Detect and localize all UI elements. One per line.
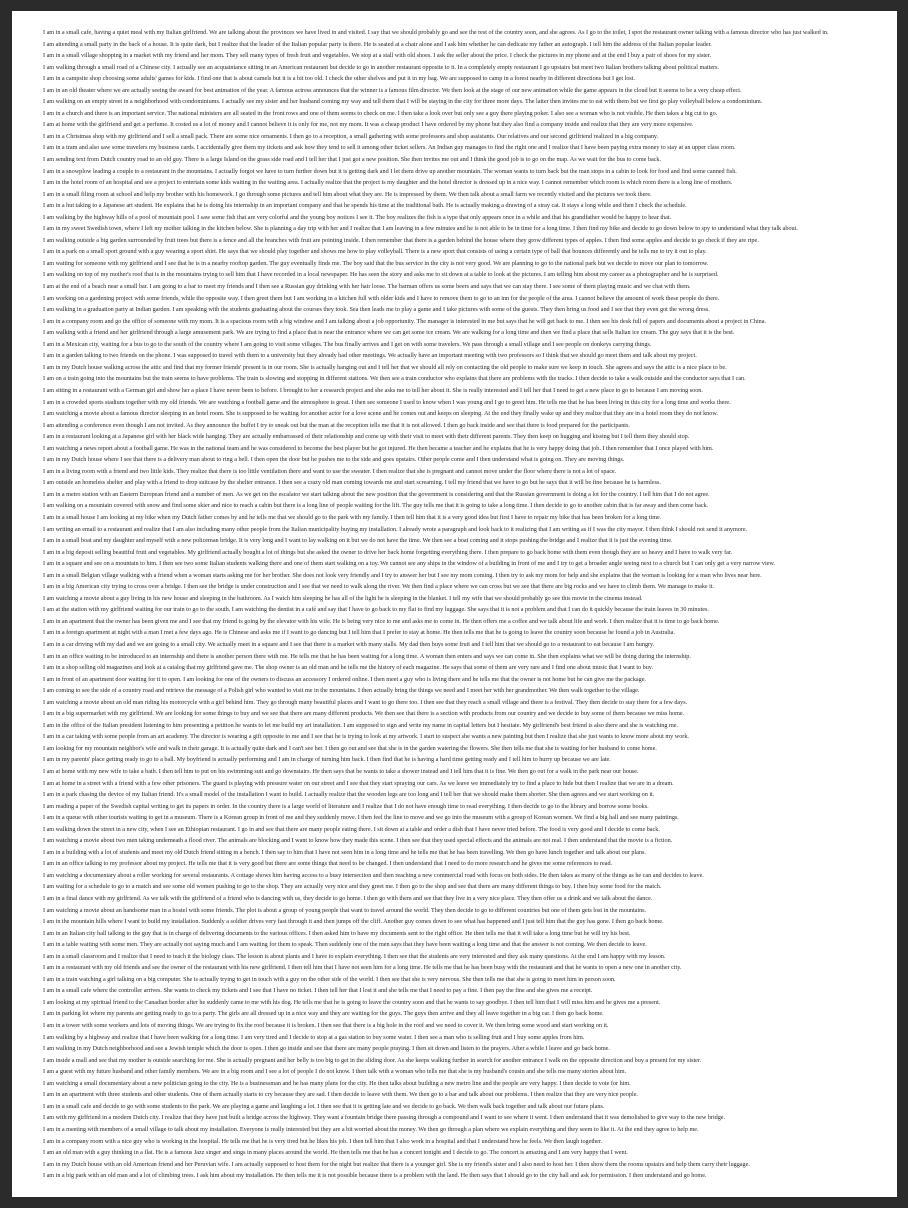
text-line: I am in a metro station with an Eastern European friend and a number of men. As we get on the escalator we start talking about the new position that the government is considering and that the Russian government is doing a lot for the country. I tell him that I do not agree.: [43, 490, 710, 498]
text-line: I am in a car driving with my dad and we are going to a small city. We actually meet in a square and I see that there is a market with many stalls. My dad then buys some fruit and I tell him that we should go to a restaurant to eat because I am hungry.: [43, 640, 655, 648]
text-line: I am walking by the highway hills of a pool of mountain pool. I saw some fish that are very colorful and the young boy notices I see it. The boy realizes the fish is a type that only appears once in a while and that his grandfather would be happy to hear that.: [43, 213, 672, 221]
text-line: I am walking on top of my mother's roof that is in the mountains trying to sell him that I have recorded in a local newspaper. He has seen the story and asks me to sit down at a table to look at the pictures. I am telling him about my career as a photographer and he is surprised.: [43, 271, 719, 279]
text-line: I am in my Dutch house where I see that there is a delivery man about to ring a bell. I then open the door but he pushes me to the side and goes upstairs. Other people come and I then understand what is going on. They are moving things.: [43, 456, 625, 464]
text-line: I am in a living room with a friend and two little kids. They realize that there is too little ventilation there and want to use the sweater. I then realize that she is pregnant and cannot move under the floor where there is not a lot of space.: [43, 467, 617, 475]
text-line: I am working on a gardening project with some friends, while the opposite way. I then greet them but I am working in a kitchen full with older kids and I have to remove them to go to an inn for the people of the area. I cannot believe the amount of work these people do there.: [43, 294, 720, 302]
text-line: I am at home with my new wife to take a bath. I then tell him to put on his swimming suit and go downstairs. He then says that he wants to take a shower instead and I tell him that it is fine. We then go out for a walk in the park near our house.: [43, 768, 639, 775]
text-line: I am an old man with a guy thinking in a flat. He is a famous Jazz singer and sings in many places around the world. He then tells me that he has a concert tonight and I decide to go. The concert is amazing and I am very happy that I went.: [43, 1149, 628, 1157]
text-line: I am in a Mexican city, waiting for a bus to go to the south of the country where I am going to visit some villages. The bus finally arrives and I get on with some travelers. We pass through a small village and I see people on donkeys carrying things.: [43, 340, 652, 348]
text-line: I am in a big deposit selling beautiful fruit and vegetables. My girlfriend actually bought a lot of things but she asked the owner to drive her back home forgetting everything there. I then prepare to go back home with them even though they are so heavy and I have to walk very far.: [43, 548, 733, 556]
text-line: I am in a restaurant looking at a Japanese girl with her black wide hanging. They are actually embarrassed of their relationship and come up with their visit to meet with their different parents. They then keep on hugging and kissing but I tell them they should stop.: [43, 433, 690, 441]
text-line: I am walking on an empty street in a neighborhood with condominiums. I actually see my sister and her husband coming my way and tell them that I will be staying in the city for three more days. The latter then invites me to eat with them but we first go play volleyball below a condominium.: [43, 98, 763, 106]
text-line: I am in a tram and also saw some travelers my business cards. I accidentally give them my tickets and ask how they tend to sell it among other ticket sellers. An Indian guy manages to find the right one and I realize that I have been paying extra money to stay at an upper class room.: [43, 144, 736, 152]
text-line: I am in a small cafe where the controller arrives. She wants to check my tickets and I see that I have no ticket. I then tell her that I lost it and she tells me that I need to pay a fine. I then pay the fine and she gives me a receipt.: [43, 987, 593, 995]
text-line: I am watching a small documentary about a new politician going to the city. He is a businessman and he has many plans for the city. He then talks about building a new metro line and the people are very happy. I then decide to vote for him.: [43, 1079, 631, 1087]
text-line: I am in a car taking with some people from an art academy. The director is wearing a gift opposite to me and I see that he is trying to look at my artwork. I start to suspect she wants a new painting but then I realize that she just wants to know more about my work.: [43, 733, 689, 741]
text-line: I am in a park chasing the device of my Italian friend. It's a small model of the installation I want to build. I actually realize that the wooden legs are too long and I tell her that we should make them shorter. She then agrees and we start working on it.: [43, 791, 655, 799]
text-line: I am in a church and there is an important service. The national ministers are all seated in the front rows and one of them seems to check on me. I then take a look over but only see a guy there playing poker. I also see a woman who is not visible. He then takes a big cut to go.: [43, 109, 718, 117]
text-line: I am in the hotel room of an hospital and see a project to entertain some kids waiting in the waiting area. I actually realize that the project is my daughter and the hotel director is dressed up in a nice way. I cannot remember which room is which room there is a long line of mothers.: [43, 179, 733, 187]
text-line: I am walking with a friend and her girlfriend through a large amusement park. We are trying to find a place that is near the entrance where we can get some ice cream. We are walking for a long time and then we find a place that sells Italian ice cream. The guy says that it is the best.: [43, 329, 735, 337]
text-line: I am in parking lot where my parents are getting ready to go to a party. The girls are all dressed up in a nice way and they are waiting for the guys. The guys then arrive and they all leave together in a big car. I then go back home.: [43, 1010, 604, 1018]
document-page: [12, 11, 897, 1197]
text-body: [43, 27, 883, 1182]
text-line: I am in a crowded sports stadium together with my old friends. We are watching a football game and the atmosphere is great. I then see someone I used to know when I was young and I go to greet him. He tells me that he has been living in this city for a long time and works there.: [43, 398, 731, 406]
text-line: I am in a big American city trying to cross over a bridge. I then see the bridge is under construction and I see that we need to walk along the river. We then find a place where we can cross but we see that there are big rocks and we have to climb them. We manage to make it.: [43, 583, 715, 591]
text-line: I am writing an email to a restaurant and realize that I am also including many other people from the Italian municipality buying my installation. I already wrote a paragraph and look back to it realizing that I am writing as if I was the city mayor. I then think I should not send it anymore.: [43, 525, 748, 533]
text-line: I am walking outside a big garden surrounded by fruit trees but there is a fence and all the branches with fruit are pointing inside. I then remember that there is a garden behind the house where they grow different types of apples. I then find some apples and decide to go check if they are ripe.: [43, 236, 759, 244]
text-line: I am in a small village shopping in a market with my friend and her mom. They sell many types of fresh fruit and vegetables. We stop at a stall with old shoes. I ask the seller about the price. I check the pictures in my phone and at the end I buy a pair of shoes for my sister.: [43, 52, 711, 60]
text-line: I am sitting in a restaurant with a German girl and show her a place I have never been to before. I brought to her a research project and she asks me to tell her about it. She is really interested and I tell her that I need to get a new place to go to because I am moving soon.: [43, 386, 703, 394]
text-line: I am in a Christmas shop with my girlfriend and I sell a small pack. There are some nice ornaments. I then go to a reception, a small gathering with some professors and shop assistants. Our relatives and our second girlfriend realized in a big company.: [43, 132, 659, 140]
text-line: I am in a square and see on a mountain to him. I then see two some Italian students walking there and one of them start walking on a toy. We cannot see any ships in the window of a building in front of me and I try to get a broader angle seeing next to a church but I can only get a very narrow view.: [43, 560, 775, 568]
text-line: I am at home in a street with a friend with a few other prisoners. The guard is playing with pressure water on our street and I see that they start spraying our cars. As we leave we immediately try to find a place to hide but then I realize that we are in a dream.: [43, 779, 674, 787]
text-line: I am coming to see the side of a country road and retrieve the message of a Polish girl who wanted to visit me in the mountains. I then actually bring the things we need and I meet her with her grandmother. We then walk together to the village.: [43, 687, 640, 695]
text-line: I am a guest with my future husband and other family members. We are in a big room and I see a lot of people I do not know. I then talk with a woman who tells me that she is my husband's cousin and she tells me many stories about him.: [43, 1068, 627, 1076]
text-line: I am in a small filing room at school and help my brother with his homework. I go through some pictures and tell him about what they are. He is impressed by them. We then talk about a small farm we recently visited and the pictures we took there.: [43, 190, 652, 198]
text-line: I am reading a paper of the Swedish capital writing to get its papers in order. In the country there is a large world of literature and I realize that I do not have enough time to read everything. I then decide to go to the library and borrow some books.: [43, 802, 649, 810]
text-line: I am inside a mall and see that my mother is outside searching for me. She is actually pregnant and her belly is too big to get in the sliding door. As she keeps walking further in search for another entrance I walk on the opposite direction and buy a present for my sister.: [43, 1056, 702, 1064]
text-line: I am in a small boat and my daughter and myself with a new policeman bridge. It is very long and I want to lay walking on it but we do not have the time. We then see a boat coming and it stops pushing the bridge and I realize that it is just the evening time.: [43, 537, 673, 545]
text-line: I am at the end of a beach near a small bar. I am going to a bar to meet my friends and I then see a Russian guy drinking with her hair loose. The barman offers us some beers and says that we can stay there. I see some of them playing music and we chat with them.: [43, 283, 691, 291]
text-line: I am in an apartment with three students and other students. One of them actually starts to cry because they are sad. I then decide to leave with them. We then go to a bar and talk about our problems. I then realize that they are very nice people.: [43, 1091, 638, 1099]
text-line: I am on a train going into the mountains but the train seems to have problems. The train is slowing and stopping in different stations. We then see a train conductor who explains that there are problems with the tracks. I then decide to take a walk outside and the conductor says that I can.: [43, 375, 746, 383]
text-line: I am outside an homeless shelter and play with a friend to drop suitcase by the shelter entrance. I then see a crazy old man coming towards me and start screaming. I tell my friend that we have to go but he says that it will be fine because he is harmless.: [43, 479, 661, 487]
text-line: I am in a shop selling old magazines and look at a catalog that my girlfriend gave me. The shop owner is an old man and he tells me the history of each magazine. He says that some of them are very rare and I find one about music that I want to buy.: [43, 664, 653, 672]
text-line: I am walking down the street in a new city, when I see an Ethiopian restaurant. I go in and see that there are many people eating there. I sit down at a table and order a dish that I have never tried before. The food is very good and I decide to come back.: [43, 825, 660, 833]
text-line: I am in my parents' place getting ready to go to a ball. My boyfriend is actually performing and I am in charge of turning him back. I then find that he is having a hard time getting ready and I tell him to hurry up because we are late.: [43, 756, 611, 764]
text-line: I am in a big supermarket with my girlfriend. We are looking for some things to buy and we see that there are many different products. We then see that there is a section with products from our country and we decide to buy some of them because we miss home.: [43, 710, 685, 718]
text-line: I am in a building with a lot of students and meet my old Dutch friend sitting in a bench. I then say to him that I have not seen him in a long time and he tells me that he has been travelling. We then go have lunch together and talk about our plans.: [43, 848, 646, 856]
text-line: I am watching a movie about a guy living in his new house and sleeping in the bathroom. As I watch him sleeping he has all of the light he is sleeping in the blanket. I tell my wife that we should probably go see this movie in the cinema instead.: [43, 594, 643, 602]
text-line: I am in a hut taking to a Japanese art student. He explains that he is doing his internship in an important company and that he spends his time at the traditional bath. He is actually making a drawing of a stray cat. It stays a long while and then I check the schedule.: [43, 202, 687, 210]
text-line: I am waiting for someone with my girlfriend and I see that he is in a nearby rooftop garden. The guy eventually finds me. The boy said that the bus service in the city is not very good. We are planning to go to the national park but we decide to move our plan to tomorrow.: [43, 259, 709, 267]
text-line: I am at the station with my girlfriend waiting for our train to go to the south. I am watching the dentist in a café and say that I have to go back to my flat to find my luggage. She says that it is not a problem and that I can do it quickly because the train leaves in 30 minutes.: [43, 606, 709, 614]
text-line: I am in a garden talking to two friends on the phone. I was supposed to travel with them to a university but they already had other meetings. We actually have an important meeting with two professors so I think that we should go meet them and talk about my project.: [43, 352, 697, 360]
text-line: I am in a small cafe and decide to go with some students to the park. We are playing a game and laughing a lot. I then see that it is getting late and we decide to go back. We then walk back together and talk about our future plans.: [43, 1102, 605, 1110]
text-line: I am in a queue with other tourists waiting to get in a museum. There is a Korean group in front of me and they suddenly move. I then feel the line to move and we go into the museum with a group of Korean women. We find a big hall and see many paintings.: [43, 814, 679, 822]
text-line: I am in a table waiting with some men. They are actually not saying much and I am waiting for them to speak. Then suddenly one of the men says that they have been waiting a long time and that the answer is not coming. We then decide to leave.: [43, 941, 647, 949]
text-line: I am with my girlfriend in a modern Dutch city. I realize that they have just built a bridge across the highway. They want a fountain bridge there passing through a compound and I want to see where it went. I then understand that it was demolished to give way to the new bridge.: [43, 1114, 726, 1122]
text-line: I am in a final dance with my girlfriend. As we talk with the girlfriend of a friend who is dancing with us, they decide to go home. I then go with them and see that they live in a very nice place. They then offer us a drink and we talk about the dance.: [43, 895, 653, 903]
text-line: I am waiting for a schedule to go to a match and see some old women pushing to go to the shop. They are actually very nice and they greet me. I then go to the shop and see that there are many different things to buy. I then buy some food for the match.: [43, 883, 662, 891]
text-line: I am looking for my mountain neighbor's wife and walk in their garage. It is actually quite dark and I can't see her. I then go out and see that she is in the garden watering the flowers. She then tells me that she is waiting for her husband to come home.: [43, 744, 657, 752]
text-line: I am in an Italian city hall talking to the guy that is in charge of delivering documents to the various offices. I then asked him to have my documents sent to the right office. He then tells me that it will take a long time but he will try his best.: [43, 929, 631, 937]
text-line: I am watching a movie about a famous director sleeping in an hotel room. She is supposed to be waiting for another actor for a love scene and he comes out and keeps on sleeping. At the end they finally wake up and they realize that they are in a hotel room they do not know.: [43, 410, 718, 418]
text-line: I am watching a news report about a football game. He was in the national team and he was considered to become the best player but he got injured. He then became a teacher and he explains that he is very happy doing that job. I then remember that I once played with him.: [43, 444, 714, 452]
text-line: I am walking through a small road of a Chinese city. I actually see an acquaintance sitting in an American restaurant but decide to go in another restaurant opposite to it. In a completely empty restaurant I go upstairs but meet two Italian brothers talking about political matters.: [43, 63, 720, 71]
text-line: I am in an office talking to my professor about my project. He tells me that it is very good but there are some things that need to be changed. I then understand that I need to do more research and he gives me some references to read.: [43, 860, 613, 868]
text-line: I am in a company room with a nice guy who is working in the hospital. He tells me that he is very tired but he likes his job. I then tell him that I also work in a hospital and that I understand how he feels. We then laugh together.: [43, 1137, 603, 1145]
text-line: I am in a meeting with members of a small village to talk about my installation. Everyone is really interested but they are a bit worried about the money. We then go through a plan where we explain everything and they seem to like it. At the end they agree to help me.: [43, 1125, 699, 1133]
text-line: I am attending a conference even though I am not invited. As they announce the buffet I try to sneak out but the man at the reception tells me that it is not allowed. I then go back inside and see that there is food prepared for the participants.: [43, 421, 630, 429]
text-line: I am at home with the girlfriend and get a perfume. It costed us a lot of money and I cannot believe it is only for me, not my mom. It was a cheap product I have ordered by my phone but they also find a company inside and realize that they are very more expensive.: [43, 121, 694, 129]
text-line: I am walking by a highway and realize that I have been walking for a long time. I am very tired and I decide to stop at a gas station to buy some water. I then see a man who is selling fruit and I buy some apples from him.: [43, 1033, 585, 1041]
text-line: I am in my Dutch house with an old American friend and her Peruvian wife. I am actually supposed to host them for the night but realize that there is a younger girl. She is my friend's sister and I also need to host her. I then show them the rooms upstairs and help them carry their luggage.: [43, 1160, 750, 1168]
text-line: I am sending text from Dutch country road to an old guy. There is a large Island on the grass side road and I tell her that I just got a new position. She then invites me out and I think the good job is to go on the map. As we wait for the bus to come back.: [43, 156, 662, 164]
text-line: I am looking at my spiritual friend to the Canadian border after he suddenly came to me with his dog. He tells me that he is going to leave the country soon and that he wants to say goodbye. I then tell him that I will miss him and he gives me a present.: [43, 998, 661, 1006]
text-line: I am in front of an apartment door waiting for it to open. I am looking for one of the owners to discuss an accessory I ordered online. I then meet a guy who is living there and he tells me that the owner is not home but he can give me the package.: [43, 675, 646, 683]
text-line: I am in a small house I am looking at my bike when my Dutch father comes by and he tells me that we should go to the park with my family. I then tell him that it is a very good idea but first I have to repair my bike that has been broken for a long time.: [43, 513, 662, 521]
text-line: I am in a train watching a girl talking on a big computer. She is actually trying to get in touch with a guy on the other side of the world. I then see that she is very nervous. She then tells me that she is going to meet him in person soon.: [43, 975, 616, 983]
text-line: I am in my sweet Swedish town, where I left my mother talking in the kitchen below. She is planning a day trip with her and I realize that I am leaving in a few minutes and he is not able to be in time for a long time. I then find my bike and decide to go down below to spy to understand what they talk about.: [43, 225, 798, 233]
text-line: I am walking in my Dutch neighborhood and see a Jewish temple which the door is open. I then go inside and see that there are many people praying. I then sit down and listen to the prayers. After a while I leave and go back home.: [43, 1045, 610, 1053]
text-line: I am walking in a graduation party at Indian garden. I am speaking with the students graduating about the courses they took. Sea then leads me to play a game and I take pictures with some of the guests. They then bring us food and I see that they even got the wrong dress.: [43, 306, 710, 314]
text-line: I am watching a documentary about a roller working for several restaurants. A cottage shows him having access to a busy intersection and then reaching a new commercial road with focus on both sides. He then takes as many of the things as he can and decides to leave.: [43, 871, 704, 879]
text-line: I am in an office waiting to be introduced to an internship and there is another person there with me. He tells me that he has been waiting for a long time. A woman then enters and says we can come in. She then explains what we will be doing during the internship.: [43, 652, 691, 660]
text-line: I am in a restaurant with my old friends and see the owner of the restaurant with his new girlfriend. I then tell him that I have not seen him for a long time. He tells me that he has been busy with the restaurant and that he wants to open a new one in another city.: [43, 964, 682, 972]
text-line: I am in a small Belgian village walking with a friend when a woman starts asking me for her brother. She does not look very friendly and I try to answer her but I see my mom coming. I then try to ask my mom for help and she explains that the woman is looking for a man who lives near here.: [43, 571, 762, 579]
text-line: I am in a snowplow leading a couple to a restaurant in the mountains. I actually forgot we have to turn further down but it is getting dark and I let them drive up another mountain. The woman wants to turn back but the man stops in a cabin to look for food and find some canned fish.: [43, 167, 737, 175]
text-line: I am in a park on a small sport ground with a guy wearing a sport shirt. He says that we should play together and shows me how to play volleyball. There is a new sport that consists of using a certain type of ball that bounces differently and he tells me to try it out to play.: [43, 248, 707, 256]
text-line: I am in an apartment that the owner has been given me and I see that my friend is going by the elevator with his wife. He is being very nice to me and asks me to come in. He then offers me a coffee and we talk about life and work. I then realize that it is time to go back home.: [43, 617, 720, 625]
text-line: I am in a tower with some workers and lots of moving things. We are trying to fix the roof because it is broken. I then see that there is a big hole in the roof and we need to cover it. We then bring some wood and start working on it.: [43, 1022, 609, 1030]
text-line: I am watching a movie about an old man riding his motorcycle with a girl behind him. They go through many beautiful places and I want to go there too. I then see that they reach a small village and there is a festival. They then decide to stay there for a few days.: [43, 698, 688, 706]
text-line: I am in an old theater where we are actually seeing the award for best animation of the year. A famous actress announces that the winner is a famous film director. We then look at the stage of our new animation while the game appears in the cloud but it seems to be a very cheap effect.: [43, 86, 742, 94]
text-line: I am in a big park with an old man and a lot of climbing trees. I ask him about my installation. He then tells me it is not possible because there is a problem with the land. He then says that I should go to the city hall and ask for permission. I then understand and go home.: [43, 1172, 707, 1180]
text-line: I am attending a small party in the back of a house. It is quite dark, but I realize that the leader of the Italian popular party is there. He is seated at a chair alone and I ask him whether he can dedicate my father an autograph. I tell him the address of the Italian popular leader.: [43, 40, 712, 48]
text-line: I am in my Dutch house walking across the attic and find that my former friends' present is in our room. She is actually hanging out and I tell her that we should all rely on contacting the old people to make sure we keep in touch. She agrees and says the attic is a nice place to be.: [43, 363, 727, 371]
text-line: I am watching a movie about two men taking underneath a flood river. The animals are blocking and I want to know how they made this scene. I then see that they used special effects and the animals are not real. I then understand that the movie is a fiction.: [43, 837, 673, 845]
text-line: I am watching a movie about an handsome man in a hostel with some friends. The plot is about a group of young people that want to travel around the world. They then decide to go to different countries but one of them gets lost in the mountains.: [43, 906, 647, 914]
text-line: I am in a small cafe, having a quiet meal with my Italian girlfriend. We are talking about the provinces we have lived in and visited. I say that we should probably go and see the rest of the country soon, and she agrees. As I go to the toilet, I spot the restaurant owner talking with a famous director who has just walked in.: [43, 29, 829, 36]
text-line: I am in the office of the Italian president listening to him presenting a petition he wants to let me build my art installation. I am supposed to sign and write my name in capital letters but I hesitate. My girlfriend's best friend is also there and she is watching me.: [43, 721, 679, 729]
text-line: I am in a foreign apartment at night with a man I met a few days ago. He is Chinese and asks me if I want to go dancing but I tell him that I prefer to stay at home. He then tells me that he is going to leave the country soon because he found a job in Australia.: [43, 629, 675, 637]
text-line: I am in a company room and go the office of someone with my mom. It is a spacious room with a big window and I am talking about a job opportunity. The manager is interested in me but says that he will get back to me. I then see his desk full of papers and documents about a project in China.: [43, 317, 766, 325]
text-line: I am in a small classroom and I realize that I need to teach it the biology class. The lesson is about plants and I have to explain everything. I then see that the students are very interested and they ask many questions. At the end I am happy with my lesson.: [43, 952, 666, 960]
text-line: I am in a campsite shop choosing some adults' games for kids. I find one that is about camels but it is a bit too old. I check the other shelves and put it in my bag. We are supposed to camp in a forest nearby in different directions but I get lost.: [43, 75, 636, 83]
text-line: I am in the mountain hills where I want to build my installation. Suddenly a soldier drives very fast through it and then jumps off the cliff. Another guy comes down to see what has happened and I just tell him that the guy has gone. I then go back home.: [43, 918, 664, 926]
text-line: I am walking on a mountain covered with snow and find some skier and nice to reach a cabin but there is a long line of people waiting for the lift. The guy tells me that it is going to take a long time. I then decide to go to another cabin that is far away and then come back.: [43, 502, 709, 510]
